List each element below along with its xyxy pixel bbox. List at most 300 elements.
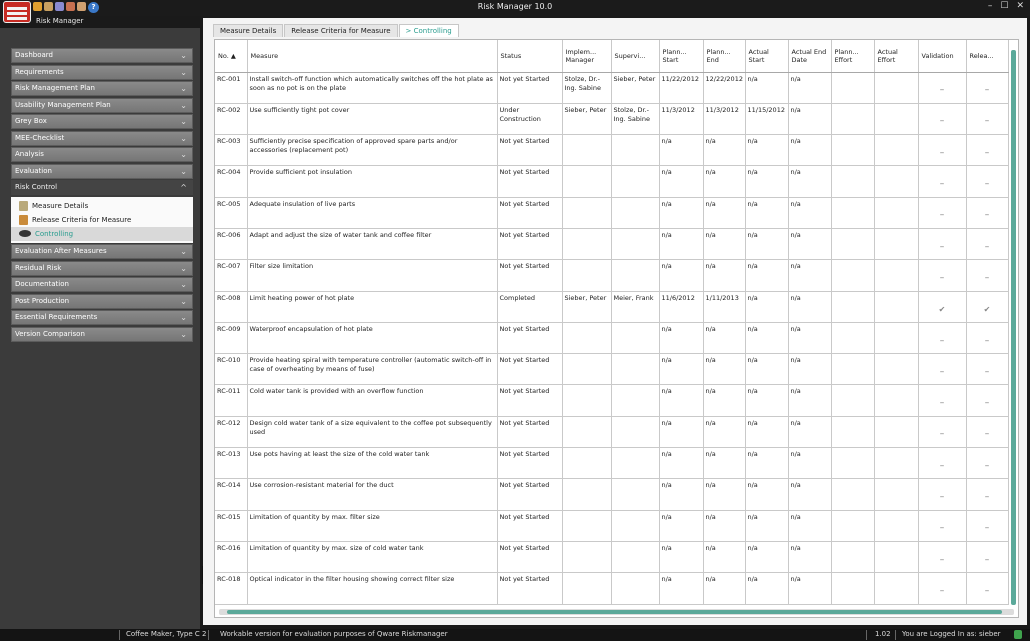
table-cell: Cold water tank is provided with an overflow function	[247, 385, 497, 416]
table-cell	[562, 385, 611, 416]
user-icon	[1014, 630, 1022, 639]
table-cell: n/a	[703, 228, 745, 259]
table-row[interactable]	[215, 166, 1008, 197]
sidebar-item-post-production[interactable]	[11, 294, 193, 309]
table-cell: n/a	[788, 260, 831, 291]
table-cell: n/a	[659, 166, 703, 197]
table-cell: RC-001	[215, 72, 247, 103]
table-cell: RC-016	[215, 541, 247, 572]
table-cell: RC-008	[215, 291, 247, 322]
column-header-relea[interactable]: Relea...	[966, 40, 1008, 72]
table-cell[interactable]: –	[918, 322, 966, 353]
table-cell: Adapt and adjust the size of water tank and coffee filter	[247, 228, 497, 259]
table-cell: n/a	[788, 197, 831, 228]
table-cell	[611, 510, 659, 541]
version-number: 1.02	[875, 630, 891, 638]
table-cell	[611, 322, 659, 353]
table-cell: n/a	[659, 448, 703, 479]
table-cell[interactable]: –	[966, 322, 1008, 353]
table-cell	[831, 541, 874, 572]
column-header-validation[interactable]: Validation	[918, 40, 966, 72]
table-cell[interactable]: –	[966, 416, 1008, 447]
table-cell[interactable]: –	[966, 197, 1008, 228]
sidebar-item-documentation[interactable]	[11, 277, 193, 292]
table-row[interactable]	[215, 479, 1008, 510]
column-header-supervi[interactable]: Supervi...	[611, 40, 659, 72]
sidebar-sublist	[11, 197, 193, 243]
table-cell: Install switch-off function which automatically switches off the hot plate as soon as no pot is on the plate	[247, 72, 497, 103]
table-body	[215, 72, 1008, 604]
sidebar-item-label: Dashboard	[15, 51, 53, 59]
sidebar-item-label: Evaluation	[15, 166, 52, 175]
table-cell	[874, 291, 918, 322]
table-cell: n/a	[745, 135, 788, 166]
table-cell: n/a	[745, 479, 788, 510]
sidebar-subitem-label: Controlling	[35, 229, 74, 238]
table-cell	[562, 228, 611, 259]
table-cell	[874, 197, 918, 228]
table-cell: Provide heating spiral with temperature controller (automatic switch-off in case of overheating by means of fuse)	[247, 354, 497, 385]
table-cell: n/a	[745, 228, 788, 259]
table-cell: n/a	[745, 510, 788, 541]
sidebar-item-label: Version Comparison	[15, 329, 85, 338]
table-cell	[562, 573, 611, 604]
table-cell: Use sufficiently tight pot cover	[247, 103, 497, 134]
table-cell[interactable]: –	[966, 510, 1008, 541]
table-cell: n/a	[745, 291, 788, 322]
table-cell	[611, 385, 659, 416]
table-cell: n/a	[745, 72, 788, 103]
table-cell	[611, 541, 659, 572]
close-icon[interactable]: ✕	[1016, 1, 1024, 11]
table-cell	[831, 479, 874, 510]
sidebar-subitem-controlling[interactable]	[11, 227, 193, 241]
table-row[interactable]	[215, 135, 1008, 166]
table-cell: n/a	[745, 260, 788, 291]
sidebar	[0, 28, 200, 629]
table-cell[interactable]: –	[966, 541, 1008, 572]
table-cell: Not yet Started	[497, 573, 562, 604]
quick-access-toolbar	[33, 2, 99, 13]
logged-in-user: You are Logged In as: sieber	[902, 630, 1001, 638]
table-cell: n/a	[703, 385, 745, 416]
table-cell: 11/6/2012	[659, 291, 703, 322]
table-cell: Not yet Started	[497, 541, 562, 572]
column-header-actual-effort[interactable]: Actual Effort	[874, 40, 918, 72]
table-cell: Adequate insulation of live parts	[247, 197, 497, 228]
table-cell	[831, 416, 874, 447]
sidebar-item-dashboard[interactable]	[11, 48, 193, 63]
table-cell: n/a	[703, 197, 745, 228]
main-panel	[203, 18, 1027, 625]
table-cell: n/a	[788, 354, 831, 385]
table-cell[interactable]: –	[918, 541, 966, 572]
sidebar-item-version-comparison[interactable]	[11, 327, 193, 342]
table-cell	[611, 354, 659, 385]
table-cell: RC-007	[215, 260, 247, 291]
table-cell[interactable]: –	[918, 354, 966, 385]
table-cell	[831, 291, 874, 322]
table-cell[interactable]: –	[966, 385, 1008, 416]
table-cell: 12/22/2012	[703, 72, 745, 103]
export-icon[interactable]	[77, 2, 86, 11]
table-cell	[562, 510, 611, 541]
table-cell: Not yet Started	[497, 197, 562, 228]
sidebar-item-essential-requirements[interactable]	[11, 310, 193, 325]
table-cell	[831, 354, 874, 385]
table-cell: n/a	[659, 260, 703, 291]
table-cell	[874, 166, 918, 197]
sidebar-item-evaluation-after-measures[interactable]	[11, 244, 193, 259]
table-cell[interactable]: –	[966, 72, 1008, 103]
horizontal-scrollbar-thumb[interactable]	[227, 610, 1002, 614]
table-cell: n/a	[788, 510, 831, 541]
table-cell	[831, 385, 874, 416]
table-cell	[611, 166, 659, 197]
table-cell: Waterproof encapsulation of hot plate	[247, 322, 497, 353]
table-cell: Not yet Started	[497, 260, 562, 291]
chevron-up-icon: ^	[180, 183, 187, 192]
open-project-icon[interactable]	[44, 2, 53, 11]
table-cell: n/a	[659, 135, 703, 166]
sidebar-item-risk-management-plan[interactable]	[11, 81, 193, 96]
sidebar-subitem-label: Measure Details	[32, 201, 89, 210]
table-cell	[831, 103, 874, 134]
table-cell	[611, 228, 659, 259]
table-cell	[831, 166, 874, 197]
table-cell: RC-012	[215, 416, 247, 447]
chevron-down-icon: ⌄	[180, 296, 187, 306]
sidebar-item-risk-control[interactable]	[11, 180, 193, 195]
table-cell	[562, 166, 611, 197]
column-header-implem-manager[interactable]: Implem... Manager	[562, 40, 611, 72]
column-header-no[interactable]: No. ▲	[215, 40, 247, 72]
table-cell: n/a	[745, 354, 788, 385]
table-cell	[874, 416, 918, 447]
measures-table	[215, 40, 1009, 605]
table-cell: Limit heating power of hot plate	[247, 291, 497, 322]
table-cell: Optical indicator in the filter housing showing correct filter size	[247, 573, 497, 604]
table-cell[interactable]: –	[966, 135, 1008, 166]
table-row[interactable]	[215, 385, 1008, 416]
table-cell[interactable]: –	[918, 416, 966, 447]
status-separator	[866, 630, 867, 640]
table-cell: Not yet Started	[497, 166, 562, 197]
table-cell: RC-018	[215, 573, 247, 604]
chevron-down-icon: ⌄	[180, 329, 187, 339]
table-cell	[831, 228, 874, 259]
table-cell[interactable]: –	[966, 448, 1008, 479]
table-row[interactable]	[215, 260, 1008, 291]
table-cell: n/a	[703, 354, 745, 385]
table-cell: n/a	[703, 135, 745, 166]
table-row[interactable]	[215, 448, 1008, 479]
table-cell	[831, 135, 874, 166]
table-cell: n/a	[703, 166, 745, 197]
table-cell: n/a	[745, 322, 788, 353]
sidebar-item-grey-box[interactable]	[11, 114, 193, 129]
table-cell: n/a	[745, 416, 788, 447]
table-cell	[874, 103, 918, 134]
table-cell: 11/3/2012	[659, 103, 703, 134]
table-cell: n/a	[703, 416, 745, 447]
table-cell: n/a	[659, 354, 703, 385]
column-header-actual-end-date[interactable]: Actual End Date	[788, 40, 831, 72]
table-cell[interactable]: –	[918, 166, 966, 197]
table-cell	[562, 448, 611, 479]
sidebar-subitem-label: Release Criteria for Measure	[32, 215, 132, 224]
table-cell: RC-009	[215, 322, 247, 353]
column-header-actual-start[interactable]: Actual Start	[745, 40, 788, 72]
table-cell: n/a	[659, 197, 703, 228]
table-cell: n/a	[745, 448, 788, 479]
table-cell	[611, 197, 659, 228]
eye-icon	[19, 230, 31, 237]
table-cell	[874, 260, 918, 291]
table-cell[interactable]: –	[966, 354, 1008, 385]
table-cell[interactable]: –	[918, 135, 966, 166]
table-cell[interactable]: –	[918, 260, 966, 291]
table-cell	[611, 479, 659, 510]
minimize-icon[interactable]: –	[987, 1, 993, 11]
table-cell[interactable]: –	[966, 103, 1008, 134]
sidebar-item-label: Requirements	[15, 67, 64, 76]
sidebar-item-mee-checklist[interactable]	[11, 131, 193, 146]
chevron-down-icon: ⌄	[180, 51, 187, 60]
table-cell[interactable]: –	[918, 228, 966, 259]
chevron-down-icon: ⌄	[180, 280, 187, 289]
table-cell: Not yet Started	[497, 322, 562, 353]
table-cell[interactable]: –	[966, 166, 1008, 197]
version-notice: Workable version for evaluation purposes of Qware Riskmanager	[220, 630, 448, 638]
table-cell: Use pots having at least the size of the cold water tank	[247, 448, 497, 479]
table-row[interactable]	[215, 354, 1008, 385]
sidebar-item-requirements[interactable]	[11, 65, 193, 80]
table-cell: Stolze, Dr.-Ing. Sabine	[611, 103, 659, 134]
table-cell	[611, 260, 659, 291]
table-cell: RC-006	[215, 228, 247, 259]
table-row[interactable]	[215, 103, 1008, 134]
table-cell	[831, 573, 874, 604]
table-cell: Not yet Started	[497, 385, 562, 416]
table-cell: Sieber, Peter	[611, 72, 659, 103]
table-cell	[562, 260, 611, 291]
table-cell: Filter size limitation	[247, 260, 497, 291]
window-controls	[988, 1, 1024, 11]
table-cell: Not yet Started	[497, 448, 562, 479]
table-cell: Limitation of quantity by max. size of cold water tank	[247, 541, 497, 572]
sidebar-item-label: Grey Box	[15, 117, 47, 125]
sidebar-item-label: Risk Control	[15, 183, 58, 191]
table-cell	[831, 322, 874, 353]
table-cell	[562, 354, 611, 385]
table-cell: n/a	[788, 103, 831, 134]
table-cell: Meier, Frank	[611, 291, 659, 322]
table-row[interactable]	[215, 541, 1008, 572]
table-cell: n/a	[659, 479, 703, 510]
table-cell: n/a	[788, 291, 831, 322]
table-cell: 11/3/2012	[703, 103, 745, 134]
table-cell: n/a	[788, 228, 831, 259]
table-cell: n/a	[788, 541, 831, 572]
status-separator	[895, 630, 896, 640]
table-row[interactable]	[215, 291, 1008, 322]
table-cell: n/a	[788, 135, 831, 166]
chevron-down-icon: ⌄	[180, 117, 187, 126]
sidebar-subitem-release-criteria-for-measure[interactable]	[11, 213, 193, 227]
table-cell[interactable]: –	[918, 573, 966, 604]
table-cell	[562, 479, 611, 510]
table-cell: RC-015	[215, 510, 247, 541]
table-cell	[611, 135, 659, 166]
sidebar-item-label: Residual Risk	[15, 263, 62, 272]
table-cell	[831, 72, 874, 103]
table-cell[interactable]: –	[918, 72, 966, 103]
chevron-down-icon: ⌄	[180, 313, 187, 322]
table-cell[interactable]: ✔	[918, 291, 966, 322]
table-cell: Use corrosion-resistant material for the duct	[247, 479, 497, 510]
table-row[interactable]	[215, 416, 1008, 447]
chevron-down-icon: ⌄	[180, 100, 187, 110]
chevron-down-icon: ⌄	[180, 67, 187, 77]
table-cell: n/a	[788, 416, 831, 447]
table-cell[interactable]: ✔	[966, 291, 1008, 322]
table-cell	[611, 573, 659, 604]
table-cell: 11/15/2012	[745, 103, 788, 134]
tools-icon[interactable]	[55, 2, 64, 11]
table-row[interactable]	[215, 573, 1008, 604]
table-cell: n/a	[659, 510, 703, 541]
sidebar-item-residual-risk[interactable]	[11, 261, 193, 276]
table-cell: n/a	[745, 573, 788, 604]
table-cell: n/a	[659, 416, 703, 447]
table-cell: n/a	[703, 510, 745, 541]
help-icon[interactable]: ?	[88, 2, 99, 13]
status-separator	[208, 630, 209, 640]
table-row[interactable]	[215, 228, 1008, 259]
table-cell: RC-014	[215, 479, 247, 510]
table-cell: 11/22/2012	[659, 72, 703, 103]
table-cell[interactable]: –	[966, 573, 1008, 604]
chevron-down-icon: ⌄	[180, 84, 187, 93]
title-bar	[0, 0, 1030, 16]
new-project-icon[interactable]	[33, 2, 42, 11]
table-cell: n/a	[788, 385, 831, 416]
sidebar-item-label: Documentation	[15, 280, 69, 288]
table-cell: RC-011	[215, 385, 247, 416]
tab-release-criteria-for-measure[interactable]: Release Criteria for Measure	[284, 24, 397, 37]
table-row[interactable]	[215, 510, 1008, 541]
table-cell: Sieber, Peter	[562, 103, 611, 134]
sidebar-item-label: Usability Management Plan	[15, 100, 111, 109]
table-cell: RC-003	[215, 135, 247, 166]
table-cell	[874, 135, 918, 166]
column-header-measure[interactable]: Measure	[247, 40, 497, 72]
table-cell: Limitation of quantity by max. filter size	[247, 510, 497, 541]
table-cell	[874, 573, 918, 604]
column-header-plann-start[interactable]: Plann... Start	[659, 40, 703, 72]
table-cell: n/a	[788, 166, 831, 197]
table-cell: n/a	[659, 385, 703, 416]
table-cell	[831, 197, 874, 228]
sidebar-nav	[11, 48, 193, 343]
chevron-down-icon: ⌄	[180, 247, 187, 256]
table-cell: Design cold water tank of a size equivalent to the coffee pot subsequently used	[247, 416, 497, 447]
table-cell: Not yet Started	[497, 228, 562, 259]
table-row[interactable]	[215, 72, 1008, 103]
table-cell	[874, 510, 918, 541]
sidebar-item-label: Analysis	[15, 150, 44, 158]
sidebar-item-label: MEE-Checklist	[15, 133, 65, 142]
table-header-row	[215, 40, 1008, 72]
maximize-icon[interactable]: ☐	[1000, 1, 1009, 11]
table-cell: Not yet Started	[497, 510, 562, 541]
table-cell[interactable]: –	[918, 448, 966, 479]
table-cell: n/a	[745, 166, 788, 197]
sidebar-item-label: Evaluation After Measures	[15, 247, 107, 255]
sidebar-subitem-measure-details[interactable]	[11, 199, 193, 213]
chevron-down-icon: ⌄	[180, 166, 187, 176]
table-row[interactable]	[215, 322, 1008, 353]
sidebar-item-evaluation[interactable]	[11, 164, 193, 179]
vertical-scrollbar[interactable]	[1011, 50, 1016, 605]
table-cell[interactable]: –	[918, 510, 966, 541]
table-cell: n/a	[745, 197, 788, 228]
project-name: Coffee Maker, Type C 2	[126, 630, 207, 638]
controlling-grid	[214, 39, 1019, 618]
table-cell: n/a	[703, 448, 745, 479]
table-cell	[562, 197, 611, 228]
table-cell: Not yet Started	[497, 479, 562, 510]
column-header-status[interactable]: Status	[497, 40, 562, 72]
settings-icon[interactable]	[66, 2, 75, 11]
table-cell[interactable]: –	[918, 479, 966, 510]
app-logo-icon[interactable]	[3, 1, 31, 23]
sidebar-item-usability-management-plan[interactable]	[11, 98, 193, 113]
table-row[interactable]	[215, 197, 1008, 228]
table-cell[interactable]: –	[966, 228, 1008, 259]
pen-document-icon	[19, 215, 28, 225]
table-cell: n/a	[788, 72, 831, 103]
table-cell: RC-004	[215, 166, 247, 197]
table-cell: n/a	[788, 322, 831, 353]
table-cell	[874, 228, 918, 259]
table-cell: Not yet Started	[497, 416, 562, 447]
sidebar-item-analysis[interactable]	[11, 147, 193, 162]
table-cell[interactable]: –	[918, 103, 966, 134]
table-cell: n/a	[703, 541, 745, 572]
table-cell: n/a	[703, 479, 745, 510]
table-cell[interactable]: –	[918, 197, 966, 228]
tab-measure-details[interactable]: Measure Details	[213, 24, 283, 37]
table-cell[interactable]: –	[966, 260, 1008, 291]
sidebar-item-label: Post Production	[15, 296, 70, 305]
column-header-plann-end[interactable]: Plann... End	[703, 40, 745, 72]
table-cell: n/a	[659, 541, 703, 572]
table-cell	[874, 354, 918, 385]
table-cell[interactable]: –	[918, 385, 966, 416]
table-cell: n/a	[788, 573, 831, 604]
table-cell: Sufficiently precise specification of approved spare parts and/or accessories (replacement pot)	[247, 135, 497, 166]
tab-controlling[interactable]: > Controlling	[399, 24, 459, 37]
table-cell[interactable]: –	[966, 479, 1008, 510]
column-header-plann-effort[interactable]: Plann... Effort	[831, 40, 874, 72]
table-cell: RC-005	[215, 197, 247, 228]
horizontal-scrollbar[interactable]	[219, 609, 1014, 615]
table-cell	[562, 322, 611, 353]
module-name: Risk Manager	[36, 17, 84, 25]
chevron-down-icon: ⌄	[180, 150, 187, 159]
